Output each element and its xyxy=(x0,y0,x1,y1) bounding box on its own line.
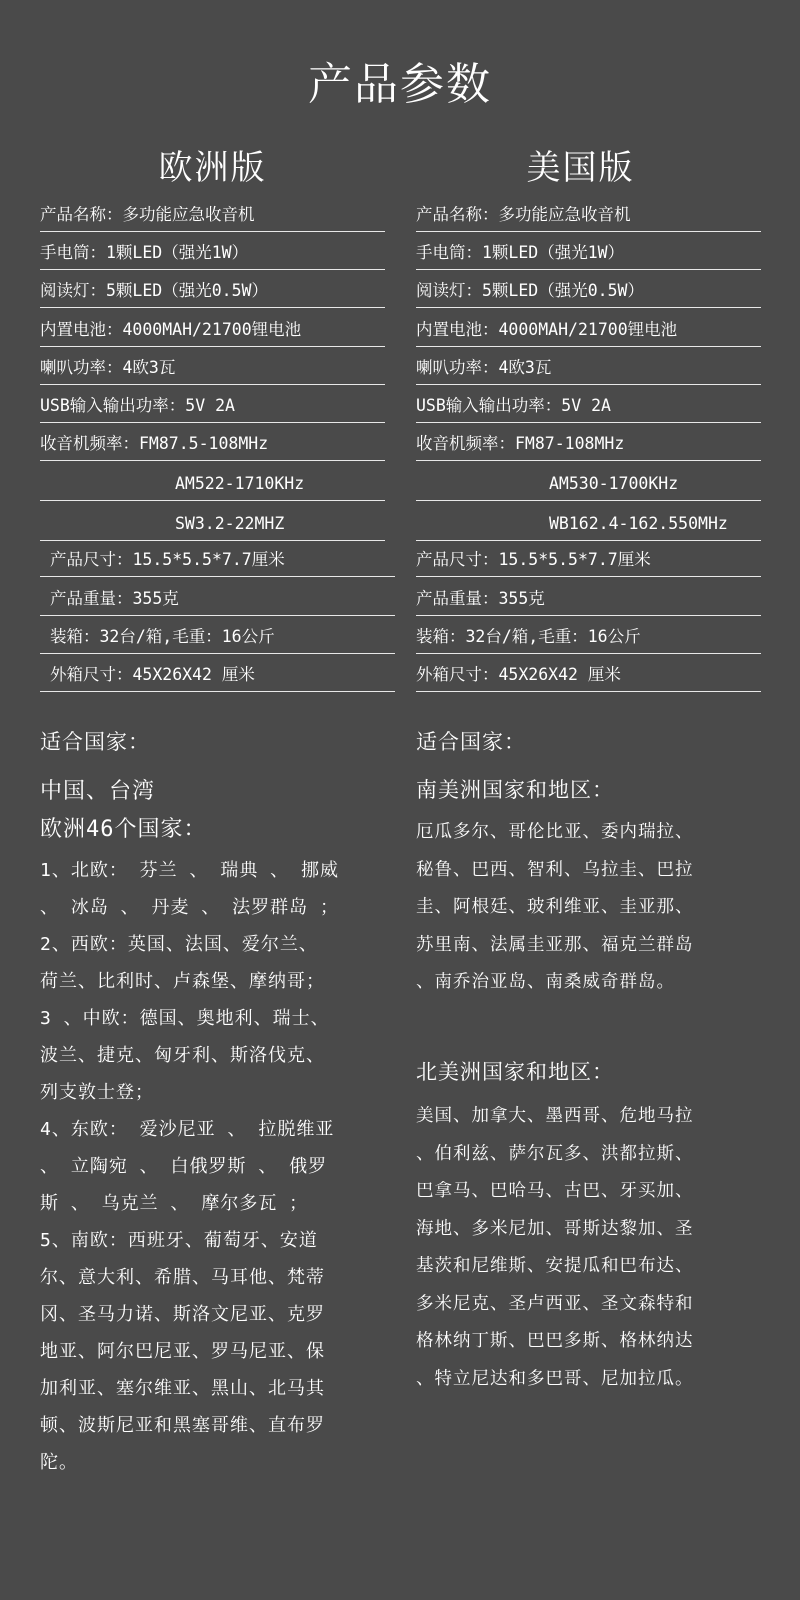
list-item: 斯 、 乌克兰 、 摩尔多瓦 ； xyxy=(40,1193,309,1214)
list-item: 苏里南、法属圭亚那、福克兰群岛 xyxy=(416,934,694,955)
page-title: 产品参数 xyxy=(308,59,492,110)
spec-row: USB输入输出功率：5V 2A xyxy=(416,394,761,423)
list-item: 、特立尼达和多巴哥、尼加拉瓜。 xyxy=(416,1368,694,1389)
spec-row: 产品尺寸：15.5*5.5*7.7厘米 xyxy=(40,548,395,577)
spec-row: 阅读灯：5颗LED（强光0.5W） xyxy=(40,279,385,308)
spec-row: 产品重量：355克 xyxy=(40,587,395,616)
spec-row: 阅读灯：5颗LED（强光0.5W） xyxy=(416,279,761,308)
spec-row: 装箱：32台/箱,毛重：16公斤 xyxy=(40,625,395,654)
spec-row: 手电筒：1颗LED（强光1W） xyxy=(40,241,385,270)
spec-row: 喇叭功率：4欧3瓦 xyxy=(416,356,761,385)
spec-row: 收音机频率：FM87-108MHz xyxy=(416,432,761,461)
spec-row: USB输入输出功率：5V 2A xyxy=(40,394,385,423)
spec-row: 产品名称：多功能应急收音机 xyxy=(40,203,385,232)
spec-row: 装箱：32台/箱,毛重：16公斤 xyxy=(416,625,761,654)
suitable-countries-label: 适合国家： xyxy=(40,730,150,754)
spec-row: SW3.2-22MHZ xyxy=(40,512,385,541)
spec-row: 喇叭功率：4欧3瓦 xyxy=(40,356,385,385)
list-item: 列支敦士登； xyxy=(40,1082,154,1103)
list-item: 厄瓜多尔、哥伦比亚、委内瑞拉、 xyxy=(416,822,694,842)
list-item: 、 立陶宛 、 白俄罗斯 、 俄罗 xyxy=(40,1156,328,1177)
list-item: 秘鲁、巴西、智利、乌拉圭、巴拉 xyxy=(416,859,694,880)
south-america-country-list xyxy=(416,814,761,1002)
list-item: 、 冰岛 、 丹麦 、 法罗群岛 ； xyxy=(40,897,340,918)
spec-row: 产品尺寸：15.5*5.5*7.7厘米 xyxy=(416,548,761,577)
list-item: 加利亚、塞尔维亚、黑山、北马其 xyxy=(40,1378,325,1399)
list-item: 4、东欧： 爱沙尼亚 、 拉脱维亚 xyxy=(40,1119,335,1140)
list-item: 1、北欧： 芬兰 、 瑞典 、 挪威 xyxy=(40,860,340,881)
europe-country-list xyxy=(40,852,385,1481)
spec-row: 外箱尺寸：45X26X42 厘米 xyxy=(416,663,761,692)
list-item: 5、南欧：西班牙、葡萄牙、安道 xyxy=(40,1230,318,1251)
spec-row: 外箱尺寸：45X26X42 厘米 xyxy=(40,663,395,692)
list-item: 、伯利兹、萨尔瓦多、洪都拉斯、 xyxy=(416,1143,694,1164)
spec-row: AM530-1700KHz xyxy=(416,472,761,501)
list-item: 海地、多米尼加、哥斯达黎加、圣 xyxy=(416,1218,694,1239)
list-item: 冈、圣马力诺、斯洛文尼亚、克罗 xyxy=(40,1304,325,1325)
south-america-label: 南美洲国家和地区： xyxy=(416,778,614,802)
list-item: 、南乔治亚岛、南桑威奇群岛。 xyxy=(416,972,675,992)
list-item: 圭、阿根廷、玻利维亚、圭亚那、 xyxy=(416,897,694,917)
region-china-taiwan: 中国、台湾 xyxy=(40,779,156,804)
list-item: 地亚、阿尔巴尼亚、罗马尼亚、保 xyxy=(40,1341,325,1362)
spec-row: AM522-1710KHz xyxy=(40,472,385,501)
us-version-heading: 美国版 xyxy=(526,148,635,188)
spec-row: 产品重量：355克 xyxy=(416,587,761,616)
list-item: 荷兰、比利时、卢森堡、摩纳哥； xyxy=(40,971,325,992)
list-item: 美国、加拿大、墨西哥、危地马拉 xyxy=(416,1106,694,1126)
europe-version-heading: 欧洲版 xyxy=(158,148,267,188)
north-america-label: 北美洲国家和地区： xyxy=(416,1060,614,1084)
spec-row: WB162.4-162.550MHz xyxy=(416,512,761,541)
suitable-countries-label: 适合国家： xyxy=(416,730,526,754)
list-item: 顿、波斯尼亚和黑塞哥维、直布罗 xyxy=(40,1415,325,1436)
north-america-country-list xyxy=(416,1098,761,1398)
list-item: 波兰、捷克、匈牙利、斯洛伐克、 xyxy=(40,1045,325,1066)
list-item: 多米尼克、圣卢西亚、圣文森特和 xyxy=(416,1293,694,1314)
list-item: 巴拿马、巴哈马、古巴、牙买加、 xyxy=(416,1181,694,1201)
spec-row: 手电筒：1颗LED（强光1W） xyxy=(416,241,761,270)
spec-row: 内置电池：4000MAH/21700锂电池 xyxy=(416,318,761,347)
list-item: 基茨和尼维斯、安提瓜和巴布达、 xyxy=(416,1256,694,1276)
list-item: 尔、意大利、希腊、马耳他、梵蒂 xyxy=(40,1267,325,1288)
spec-row: 收音机频率：FM87.5-108MHz xyxy=(40,432,385,461)
list-item: 2、西欧：英国、法国、爱尔兰、 xyxy=(40,934,318,955)
list-item: 陀。 xyxy=(40,1452,78,1473)
list-item: 3 、中欧：德国、奥地利、瑞士、 xyxy=(40,1008,330,1029)
region-europe-label: 欧洲46个国家： xyxy=(40,817,207,842)
list-item: 格林纳丁斯、巴巴多斯、格林纳达 xyxy=(416,1331,694,1351)
spec-row: 产品名称：多功能应急收音机 xyxy=(416,203,761,232)
spec-row: 内置电池：4000MAH/21700锂电池 xyxy=(40,318,385,347)
